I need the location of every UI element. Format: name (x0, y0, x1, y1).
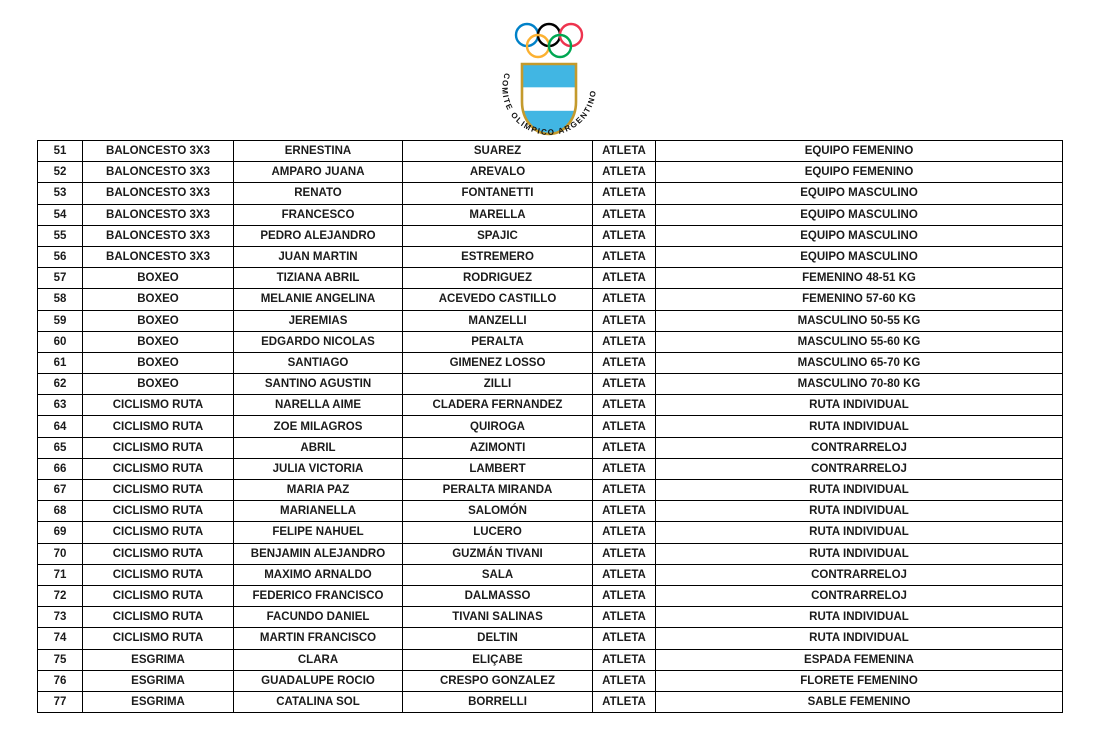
last-name-cell: ACEVEDO CASTILLO (403, 289, 593, 310)
athletes-table-body (38, 141, 1063, 713)
event-cell: CONTRARRELOJ (656, 437, 1063, 458)
olympic-committee-logo (494, 12, 604, 144)
last-name-cell: ELIÇABE (403, 649, 593, 670)
role-cell: ATLETA (593, 670, 656, 691)
row-number-cell: 60 (38, 331, 83, 352)
event-cell: EQUIPO MASCULINO (656, 183, 1063, 204)
olympic-committee-logo-graphic (494, 12, 604, 144)
row-number-cell: 69 (38, 522, 83, 543)
role-cell: ATLETA (593, 649, 656, 670)
logo-arc-text-label: COMITE OLIMPICO ARGENTINO (500, 72, 598, 138)
sport-cell: BOXEO (83, 374, 234, 395)
row-number-cell: 68 (38, 501, 83, 522)
table-row (38, 352, 1063, 373)
row-number-cell: 55 (38, 225, 83, 246)
sport-cell: BALONCESTO 3X3 (83, 225, 234, 246)
table-row (38, 162, 1063, 183)
table-row (38, 204, 1063, 225)
sport-cell: BALONCESTO 3X3 (83, 246, 234, 267)
first-name-cell: SANTIAGO (234, 352, 403, 373)
role-cell: ATLETA (593, 607, 656, 628)
table-row (38, 585, 1063, 606)
last-name-cell: RODRIGUEZ (403, 268, 593, 289)
row-number-cell: 53 (38, 183, 83, 204)
last-name-cell: ZILLI (403, 374, 593, 395)
event-cell: EQUIPO MASCULINO (656, 246, 1063, 267)
role-cell: ATLETA (593, 628, 656, 649)
table-row (38, 225, 1063, 246)
table-row (38, 183, 1063, 204)
role-cell: ATLETA (593, 416, 656, 437)
last-name-cell: LAMBERT (403, 458, 593, 479)
table-row (38, 501, 1063, 522)
sport-cell: BOXEO (83, 310, 234, 331)
row-number-cell: 70 (38, 543, 83, 564)
event-cell: RUTA INDIVIDUAL (656, 480, 1063, 501)
row-number-cell: 64 (38, 416, 83, 437)
event-cell: ESPADA FEMENINA (656, 649, 1063, 670)
olympic-rings-icon (516, 24, 582, 57)
table-row (38, 310, 1063, 331)
last-name-cell: ESTREMERO (403, 246, 593, 267)
first-name-cell: CATALINA SOL (234, 691, 403, 712)
table-row (38, 691, 1063, 712)
row-number-cell: 62 (38, 374, 83, 395)
sport-cell: CICLISMO RUTA (83, 395, 234, 416)
event-cell: EQUIPO MASCULINO (656, 204, 1063, 225)
table-row (38, 628, 1063, 649)
row-number-cell: 51 (38, 141, 83, 162)
last-name-cell: SUAREZ (403, 141, 593, 162)
event-cell: EQUIPO MASCULINO (656, 225, 1063, 246)
table-row (38, 268, 1063, 289)
table-row (38, 141, 1063, 162)
event-cell: RUTA INDIVIDUAL (656, 416, 1063, 437)
role-cell: ATLETA (593, 395, 656, 416)
first-name-cell: ABRIL (234, 437, 403, 458)
role-cell: ATLETA (593, 501, 656, 522)
last-name-cell: CRESPO GONZALEZ (403, 670, 593, 691)
table-row (38, 522, 1063, 543)
table-row (38, 670, 1063, 691)
role-cell: ATLETA (593, 352, 656, 373)
event-cell: CONTRARRELOJ (656, 564, 1063, 585)
last-name-cell: LUCERO (403, 522, 593, 543)
sport-cell: BALONCESTO 3X3 (83, 141, 234, 162)
table-row (38, 437, 1063, 458)
row-number-cell: 59 (38, 310, 83, 331)
sport-cell: ESGRIMA (83, 649, 234, 670)
event-cell: MASCULINO 50-55 KG (656, 310, 1063, 331)
sport-cell: BOXEO (83, 352, 234, 373)
row-number-cell: 63 (38, 395, 83, 416)
first-name-cell: CLARA (234, 649, 403, 670)
event-cell: RUTA INDIVIDUAL (656, 628, 1063, 649)
sport-cell: CICLISMO RUTA (83, 437, 234, 458)
event-cell: CONTRARRELOJ (656, 585, 1063, 606)
row-number-cell: 71 (38, 564, 83, 585)
first-name-cell: MARIANELLA (234, 501, 403, 522)
sport-cell: BOXEO (83, 331, 234, 352)
first-name-cell: FRANCESCO (234, 204, 403, 225)
role-cell: ATLETA (593, 331, 656, 352)
last-name-cell: GIMENEZ LOSSO (403, 352, 593, 373)
event-cell: MASCULINO 70-80 KG (656, 374, 1063, 395)
table-row (38, 395, 1063, 416)
event-cell: RUTA INDIVIDUAL (656, 607, 1063, 628)
table-row (38, 416, 1063, 437)
sport-cell: CICLISMO RUTA (83, 480, 234, 501)
sport-cell: CICLISMO RUTA (83, 501, 234, 522)
role-cell: ATLETA (593, 458, 656, 479)
first-name-cell: FACUNDO DANIEL (234, 607, 403, 628)
row-number-cell: 74 (38, 628, 83, 649)
row-number-cell: 72 (38, 585, 83, 606)
last-name-cell: PERALTA (403, 331, 593, 352)
last-name-cell: FONTANETTI (403, 183, 593, 204)
first-name-cell: BENJAMIN ALEJANDRO (234, 543, 403, 564)
row-number-cell: 65 (38, 437, 83, 458)
sport-cell: CICLISMO RUTA (83, 416, 234, 437)
event-cell: EQUIPO FEMENINO (656, 141, 1063, 162)
row-number-cell: 66 (38, 458, 83, 479)
first-name-cell: ZOE MILAGROS (234, 416, 403, 437)
row-number-cell: 54 (38, 204, 83, 225)
event-cell: FEMENINO 57-60 KG (656, 289, 1063, 310)
last-name-cell: AZIMONTI (403, 437, 593, 458)
last-name-cell: SALOMÓN (403, 501, 593, 522)
row-number-cell: 56 (38, 246, 83, 267)
first-name-cell: TIZIANA ABRIL (234, 268, 403, 289)
sport-cell: CICLISMO RUTA (83, 628, 234, 649)
last-name-cell: CLADERA FERNANDEZ (403, 395, 593, 416)
role-cell: ATLETA (593, 268, 656, 289)
last-name-cell: TIVANI SALINAS (403, 607, 593, 628)
row-number-cell: 73 (38, 607, 83, 628)
last-name-cell: MANZELLI (403, 310, 593, 331)
table-row (38, 458, 1063, 479)
sport-cell: CICLISMO RUTA (83, 458, 234, 479)
first-name-cell: GUADALUPE ROCIO (234, 670, 403, 691)
event-cell: CONTRARRELOJ (656, 458, 1063, 479)
role-cell: ATLETA (593, 246, 656, 267)
row-number-cell: 57 (38, 268, 83, 289)
first-name-cell: NARELLA AIME (234, 395, 403, 416)
role-cell: ATLETA (593, 543, 656, 564)
role-cell: ATLETA (593, 225, 656, 246)
table-row (38, 649, 1063, 670)
first-name-cell: ERNESTINA (234, 141, 403, 162)
event-cell: RUTA INDIVIDUAL (656, 501, 1063, 522)
row-number-cell: 67 (38, 480, 83, 501)
first-name-cell: FEDERICO FRANCISCO (234, 585, 403, 606)
athletes-table (37, 140, 1063, 713)
table-row (38, 543, 1063, 564)
table-row (38, 246, 1063, 267)
sport-cell: CICLISMO RUTA (83, 607, 234, 628)
last-name-cell: QUIROGA (403, 416, 593, 437)
sport-cell: CICLISMO RUTA (83, 522, 234, 543)
row-number-cell: 76 (38, 670, 83, 691)
last-name-cell: BORRELLI (403, 691, 593, 712)
last-name-cell: MARELLA (403, 204, 593, 225)
table-row (38, 374, 1063, 395)
last-name-cell: AREVALO (403, 162, 593, 183)
event-cell: EQUIPO FEMENINO (656, 162, 1063, 183)
role-cell: ATLETA (593, 204, 656, 225)
sport-cell: CICLISMO RUTA (83, 564, 234, 585)
sport-cell: BOXEO (83, 268, 234, 289)
last-name-cell: DALMASSO (403, 585, 593, 606)
first-name-cell: EDGARDO NICOLAS (234, 331, 403, 352)
first-name-cell: JULIA VICTORIA (234, 458, 403, 479)
event-cell: RUTA INDIVIDUAL (656, 543, 1063, 564)
event-cell: RUTA INDIVIDUAL (656, 395, 1063, 416)
table-row (38, 564, 1063, 585)
table-row (38, 331, 1063, 352)
sport-cell: BALONCESTO 3X3 (83, 162, 234, 183)
role-cell: ATLETA (593, 437, 656, 458)
first-name-cell: SANTINO AGUSTIN (234, 374, 403, 395)
first-name-cell: MELANIE ANGELINA (234, 289, 403, 310)
sport-cell: CICLISMO RUTA (83, 543, 234, 564)
role-cell: ATLETA (593, 289, 656, 310)
event-cell: FEMENINO 48-51 KG (656, 268, 1063, 289)
role-cell: ATLETA (593, 691, 656, 712)
first-name-cell: JEREMIAS (234, 310, 403, 331)
sport-cell: CICLISMO RUTA (83, 585, 234, 606)
first-name-cell: MARTIN FRANCISCO (234, 628, 403, 649)
role-cell: ATLETA (593, 310, 656, 331)
first-name-cell: RENATO (234, 183, 403, 204)
role-cell: ATLETA (593, 522, 656, 543)
event-cell: RUTA INDIVIDUAL (656, 522, 1063, 543)
first-name-cell: MAXIMO ARNALDO (234, 564, 403, 585)
row-number-cell: 77 (38, 691, 83, 712)
role-cell: ATLETA (593, 141, 656, 162)
table-row (38, 607, 1063, 628)
row-number-cell: 52 (38, 162, 83, 183)
sport-cell: ESGRIMA (83, 691, 234, 712)
sport-cell: BALONCESTO 3X3 (83, 204, 234, 225)
row-number-cell: 58 (38, 289, 83, 310)
role-cell: ATLETA (593, 585, 656, 606)
first-name-cell: MARIA PAZ (234, 480, 403, 501)
event-cell: SABLE FEMENINO (656, 691, 1063, 712)
last-name-cell: DELTIN (403, 628, 593, 649)
row-number-cell: 75 (38, 649, 83, 670)
first-name-cell: FELIPE NAHUEL (234, 522, 403, 543)
event-cell: MASCULINO 55-60 KG (656, 331, 1063, 352)
table-row (38, 289, 1063, 310)
event-cell: FLORETE FEMENINO (656, 670, 1063, 691)
role-cell: ATLETA (593, 374, 656, 395)
sport-cell: BOXEO (83, 289, 234, 310)
sport-cell: BALONCESTO 3X3 (83, 183, 234, 204)
last-name-cell: SPAJIC (403, 225, 593, 246)
event-cell: MASCULINO 65-70 KG (656, 352, 1063, 373)
table-row (38, 480, 1063, 501)
first-name-cell: AMPARO JUANA (234, 162, 403, 183)
last-name-cell: SALA (403, 564, 593, 585)
first-name-cell: JUAN MARTIN (234, 246, 403, 267)
role-cell: ATLETA (593, 162, 656, 183)
row-number-cell: 61 (38, 352, 83, 373)
last-name-cell: GUZMÁN TIVANI (403, 543, 593, 564)
role-cell: ATLETA (593, 480, 656, 501)
role-cell: ATLETA (593, 183, 656, 204)
role-cell: ATLETA (593, 564, 656, 585)
first-name-cell: PEDRO ALEJANDRO (234, 225, 403, 246)
last-name-cell: PERALTA MIRANDA (403, 480, 593, 501)
sport-cell: ESGRIMA (83, 670, 234, 691)
